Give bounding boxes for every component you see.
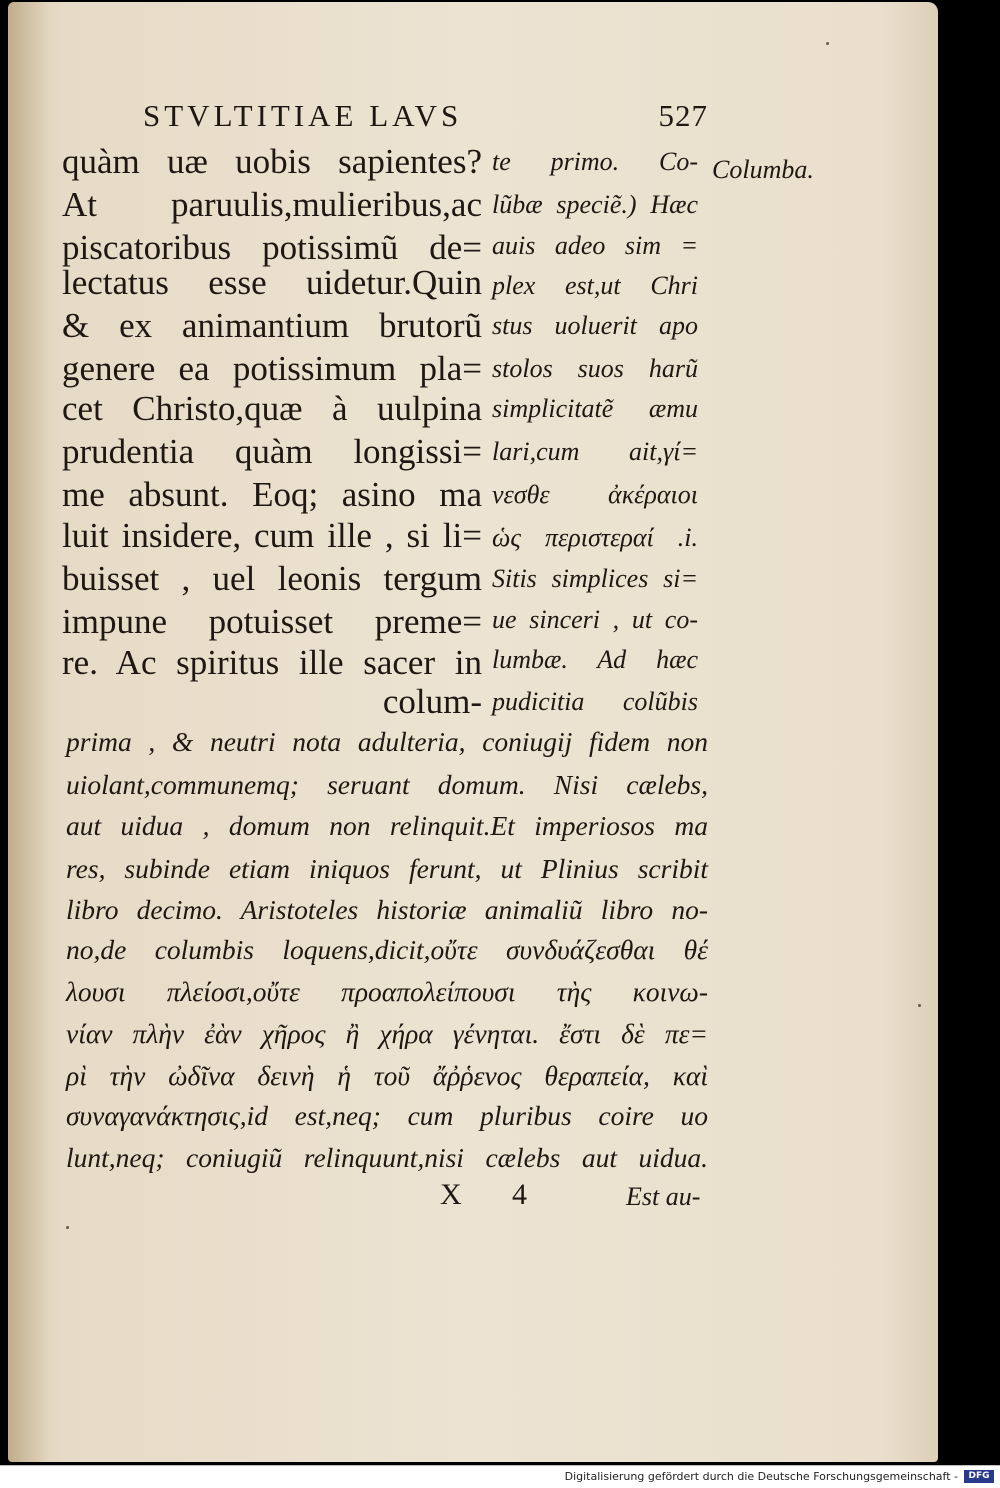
main-text-line: re. Ac spiritus ille sacer in [62,643,482,682]
commentary-line: stolos suos harũ [492,354,698,383]
main-text-line: & ex animantium brutorũ [62,306,482,345]
body-line: res, subinde etiam iniquos ferunt, ut Plinius scribit [66,853,708,884]
commentary-line: νεσθε ἀκέραιοι [492,480,698,509]
commentary-line: pudicitia colũbis [492,687,698,716]
main-text-line: luit insidere, cum ille , si li= [62,516,482,555]
page-number: 527 [658,98,708,133]
catchword: Est au- [626,1182,701,1211]
commentary-line: lũbæ speciẽ.) Hæc [492,190,698,219]
commentary-line: te primo. Co- [492,147,698,176]
body-line: ρὶ τὴν ὠδῖνα δεινὴ ἡ τοῦ ἄῤῥενος θεραπεία, καὶ [66,1060,708,1091]
body-line: νίαν πλὴν ἐὰν χῆρος ἢ χήρα γένηται. ἔστι δὲ πε= [66,1018,708,1049]
body-line: aut uidua , domum non relinquit.Et imperiosos ma [66,810,708,841]
commentary-line: lumbæ. Ad hæc [492,645,698,674]
commentary-line: ue sinceri , ut co- [492,605,698,634]
signature-mark: X [440,1178,462,1211]
commentary-line: plex est,ut Chri [492,271,698,300]
scan-background [938,0,1000,1465]
signature-number: 4 [512,1178,527,1211]
main-text-line: genere ea potissimum pla= [62,349,482,388]
body-line: uiolant,communemq; seruant domum. Nisi cælebs, [66,769,708,800]
main-text-line: me absunt. Eoq; asino ma [62,475,482,514]
dfg-logo-icon: DFG [964,1470,994,1483]
commentary-line: Sitis simplices si= [492,564,698,593]
main-text-line: prudentia quàm longissi= [62,432,482,471]
body-line: no,de columbis loquens,dicit,οὔτε συνδυάζεσθαι θέ [66,934,708,965]
commentary-line: ὡς περιστεραί .i. [492,523,698,552]
body-line: lunt,neq; coniugiũ relinquunt,nisi cælebs aut uidua. [66,1142,708,1173]
funding-credit: Digitalisierung gefördert durch die Deutsche Forschungsgemeinschaft - [564,1470,958,1483]
paper-speck [826,42,829,45]
main-text-line: cet Christo,quæ à uulpina [62,389,482,428]
main-text-line: piscatoribus potissimũ de= [62,228,482,267]
main-text-line: quàm uæ uobis sapientes? [62,142,482,181]
commentary-line: lari,cum ait,γί= [492,437,698,466]
body-line: συναγανάκτησις,id est,neq; cum pluribus coire uo [66,1100,708,1131]
body-line: prima , & neutri nota adulteria, coniugij fidem non [66,726,708,757]
main-text-line: lectatus esse uidetur.Quin [62,263,482,302]
body-line: libro decimo. Aristoteles historiæ animaliũ libro no- [66,894,708,925]
commentary-line: auis adeo sim = [492,231,698,260]
running-title: STVLTITIAE LAVS [143,98,463,133]
margin-note: Columba. [712,155,814,184]
commentary-line: stus uoluerit apo [492,311,698,340]
body-line: λουσι πλείοσι,οὔτε προαπολείπουσι τὴς κοινω- [66,976,708,1007]
main-text-line: colum- [382,682,482,721]
paper-speck [918,1004,921,1007]
commentary-line: simplicitatẽ æmu [492,394,698,423]
main-text-line: At paruulis,mulieribus,ac [62,185,482,224]
footer-bar [0,1465,1000,1488]
main-text-line: buisset , uel leonis tergum [62,559,482,598]
main-text-line: impune potuisset preme= [62,602,482,641]
page-gutter-shadow [8,2,48,1462]
paper-speck [66,1226,69,1229]
